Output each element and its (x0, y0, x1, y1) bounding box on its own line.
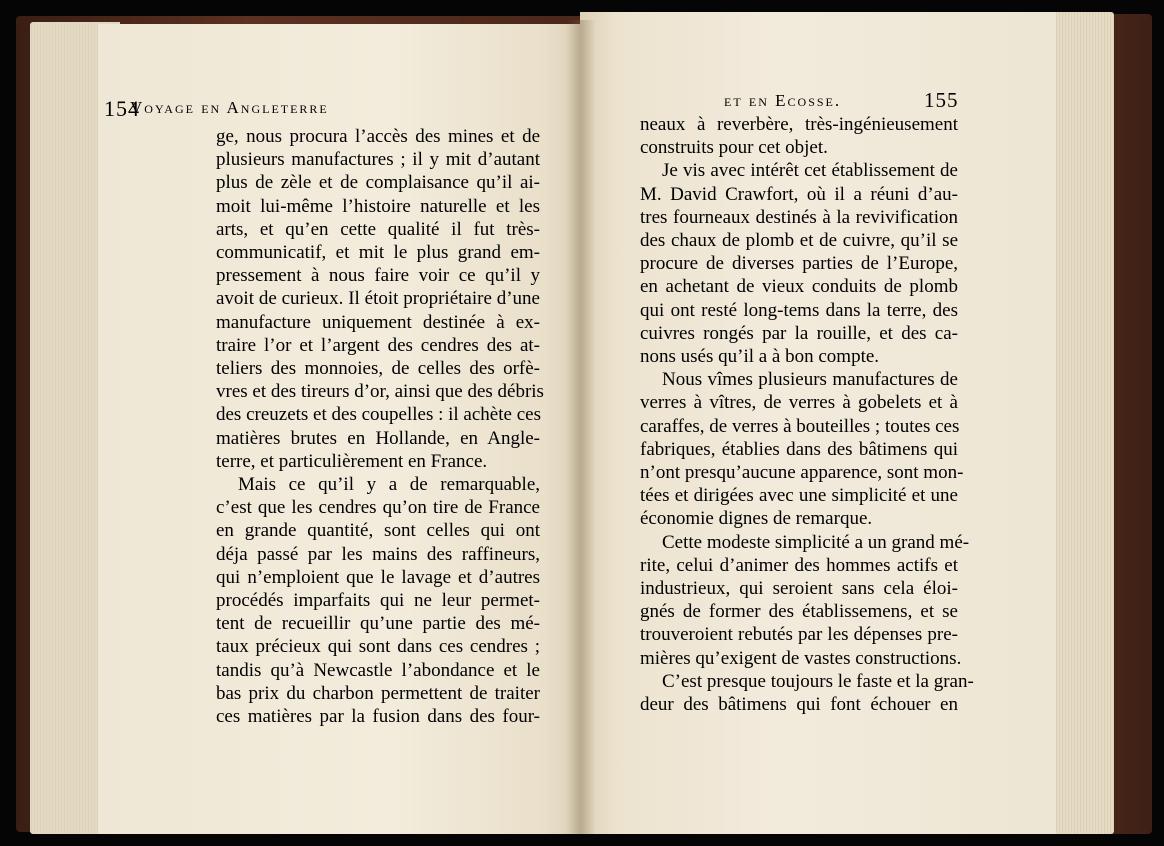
text-line: verres à vîtres, de verres à gobelets et à (640, 392, 958, 414)
text-line: traire l’or et l’argent des cendres des at- (216, 334, 540, 356)
right-page-number: 155 (924, 88, 959, 112)
text-line: procure de diverses parties de l’Europe, (640, 253, 958, 275)
text-line: bas prix du charbon permettent de traiter (216, 682, 540, 704)
text-line: ces matières par la fusion dans des four- (216, 706, 540, 728)
right-page-text (640, 113, 974, 716)
text-line: construits pour cet objet. (640, 137, 828, 159)
text-line: tent de recueillir qu’une partie des mé- (216, 613, 540, 635)
text-line: moit lui-même l’histoire naturelle et les (216, 195, 540, 217)
text-line: qui n’emploient que le lavage et d’autres (216, 566, 540, 588)
text-line: industrieux, qui seroient sans cela éloi- (640, 578, 958, 600)
text-line: pressement à nous faire voir ce qu’il y (216, 265, 540, 287)
text-line: caraffes, de verres à bouteilles ; toutes ces (640, 415, 960, 437)
left-page-number: 154 (104, 96, 140, 121)
text-line: tées et dirigées avec une simplicité et une (640, 485, 958, 507)
text-line: Mais ce qu’il y a de remarquable, (238, 474, 540, 496)
text-line: Cette modeste simplicité a un grand mé- (662, 531, 970, 553)
text-line: avoit de curieux. Il étoit propriétaire d’une (216, 288, 540, 310)
text-line: Nous vîmes plusieurs manufactures de (662, 369, 958, 391)
text-line: économie dignes de remarque. (640, 508, 873, 530)
text-line: gnés de former des établissemens, et se (640, 601, 958, 623)
text-line: communicatif, et mit le plus grand em- (216, 242, 540, 264)
text-line: teliers des monnoies, de celles des orfè- (216, 358, 540, 380)
text-line: C’est presque toujours le faste et la gran- (662, 670, 974, 692)
text-line: des chaux de plomb et de cuivre, qu’il se (640, 230, 958, 252)
left-page-text (216, 125, 544, 728)
text-line: vres et des tireurs d’or, ainsi que des débris (216, 381, 544, 403)
text-line: qui ont resté long-tems dans la terre, des (640, 299, 958, 321)
text-line: en achetant de vieux conduits de plomb (640, 276, 958, 298)
text-line: rite, celui d’animer des hommes actifs et (640, 554, 958, 576)
text-line: tres fourneaux destinés à la revivification (640, 206, 958, 228)
text-line: déja passé par les mains des raffineurs, (216, 543, 540, 565)
text-line: terre, et particulièrement en France. (216, 450, 488, 472)
text-line: M. David Crawfort, où il a réuni d’au- (640, 183, 958, 205)
left-running-head: Voyage en Angleterre (130, 98, 329, 117)
text-line: trouveroient rebutés par les dépenses pre- (640, 624, 958, 646)
text-line: manufacture uniquement destinée à ex- (216, 311, 540, 333)
text-line: mières qu’exigent de vastes constructions. (640, 647, 962, 669)
text-line: fabriques, établies dans des bâtimens qui (640, 438, 958, 460)
text-line: procédés imparfaits qui ne leur permet- (216, 590, 540, 612)
text-line: plus de zèle et de complaisance qu’il ai- (216, 172, 540, 194)
text-line: nons usés qu’il a à bon compte. (640, 346, 880, 368)
text-line: n’ont presqu’aucune apparence, sont mon- (640, 462, 964, 484)
text-line: taux précieux qui sont dans ces cendres ; (216, 636, 540, 658)
text-line: cuivres rongés par la rouille, et des ca- (640, 322, 958, 344)
text-line: tandis qu’à Newcastle l’abondance et le (216, 659, 540, 681)
text-line: ge, nous procura l’accès des mines et de (216, 126, 540, 147)
text-line: Je vis avec intérêt cet établissement de (662, 160, 958, 182)
text-line: plusieurs manufactures ; il y mit d’autant (216, 149, 540, 171)
text-line: en grande quantité, sont celles qui ont (216, 520, 540, 542)
text-line: matières brutes en Hollande, en Angle- (216, 427, 540, 449)
text-line: des creuzets et des coupelles : il achète ces (216, 404, 541, 426)
text-line: deur des bâtimens qui font échouer en (640, 694, 958, 716)
right-running-head: et en Ecosse. (724, 91, 842, 110)
text-line: arts, et qu’en cette qualité il fut très- (216, 218, 540, 240)
text-line: neaux à reverbère, très-ingénieusement (640, 114, 958, 135)
text-line: c’est que les cendres qu’on tire de France (216, 497, 540, 519)
